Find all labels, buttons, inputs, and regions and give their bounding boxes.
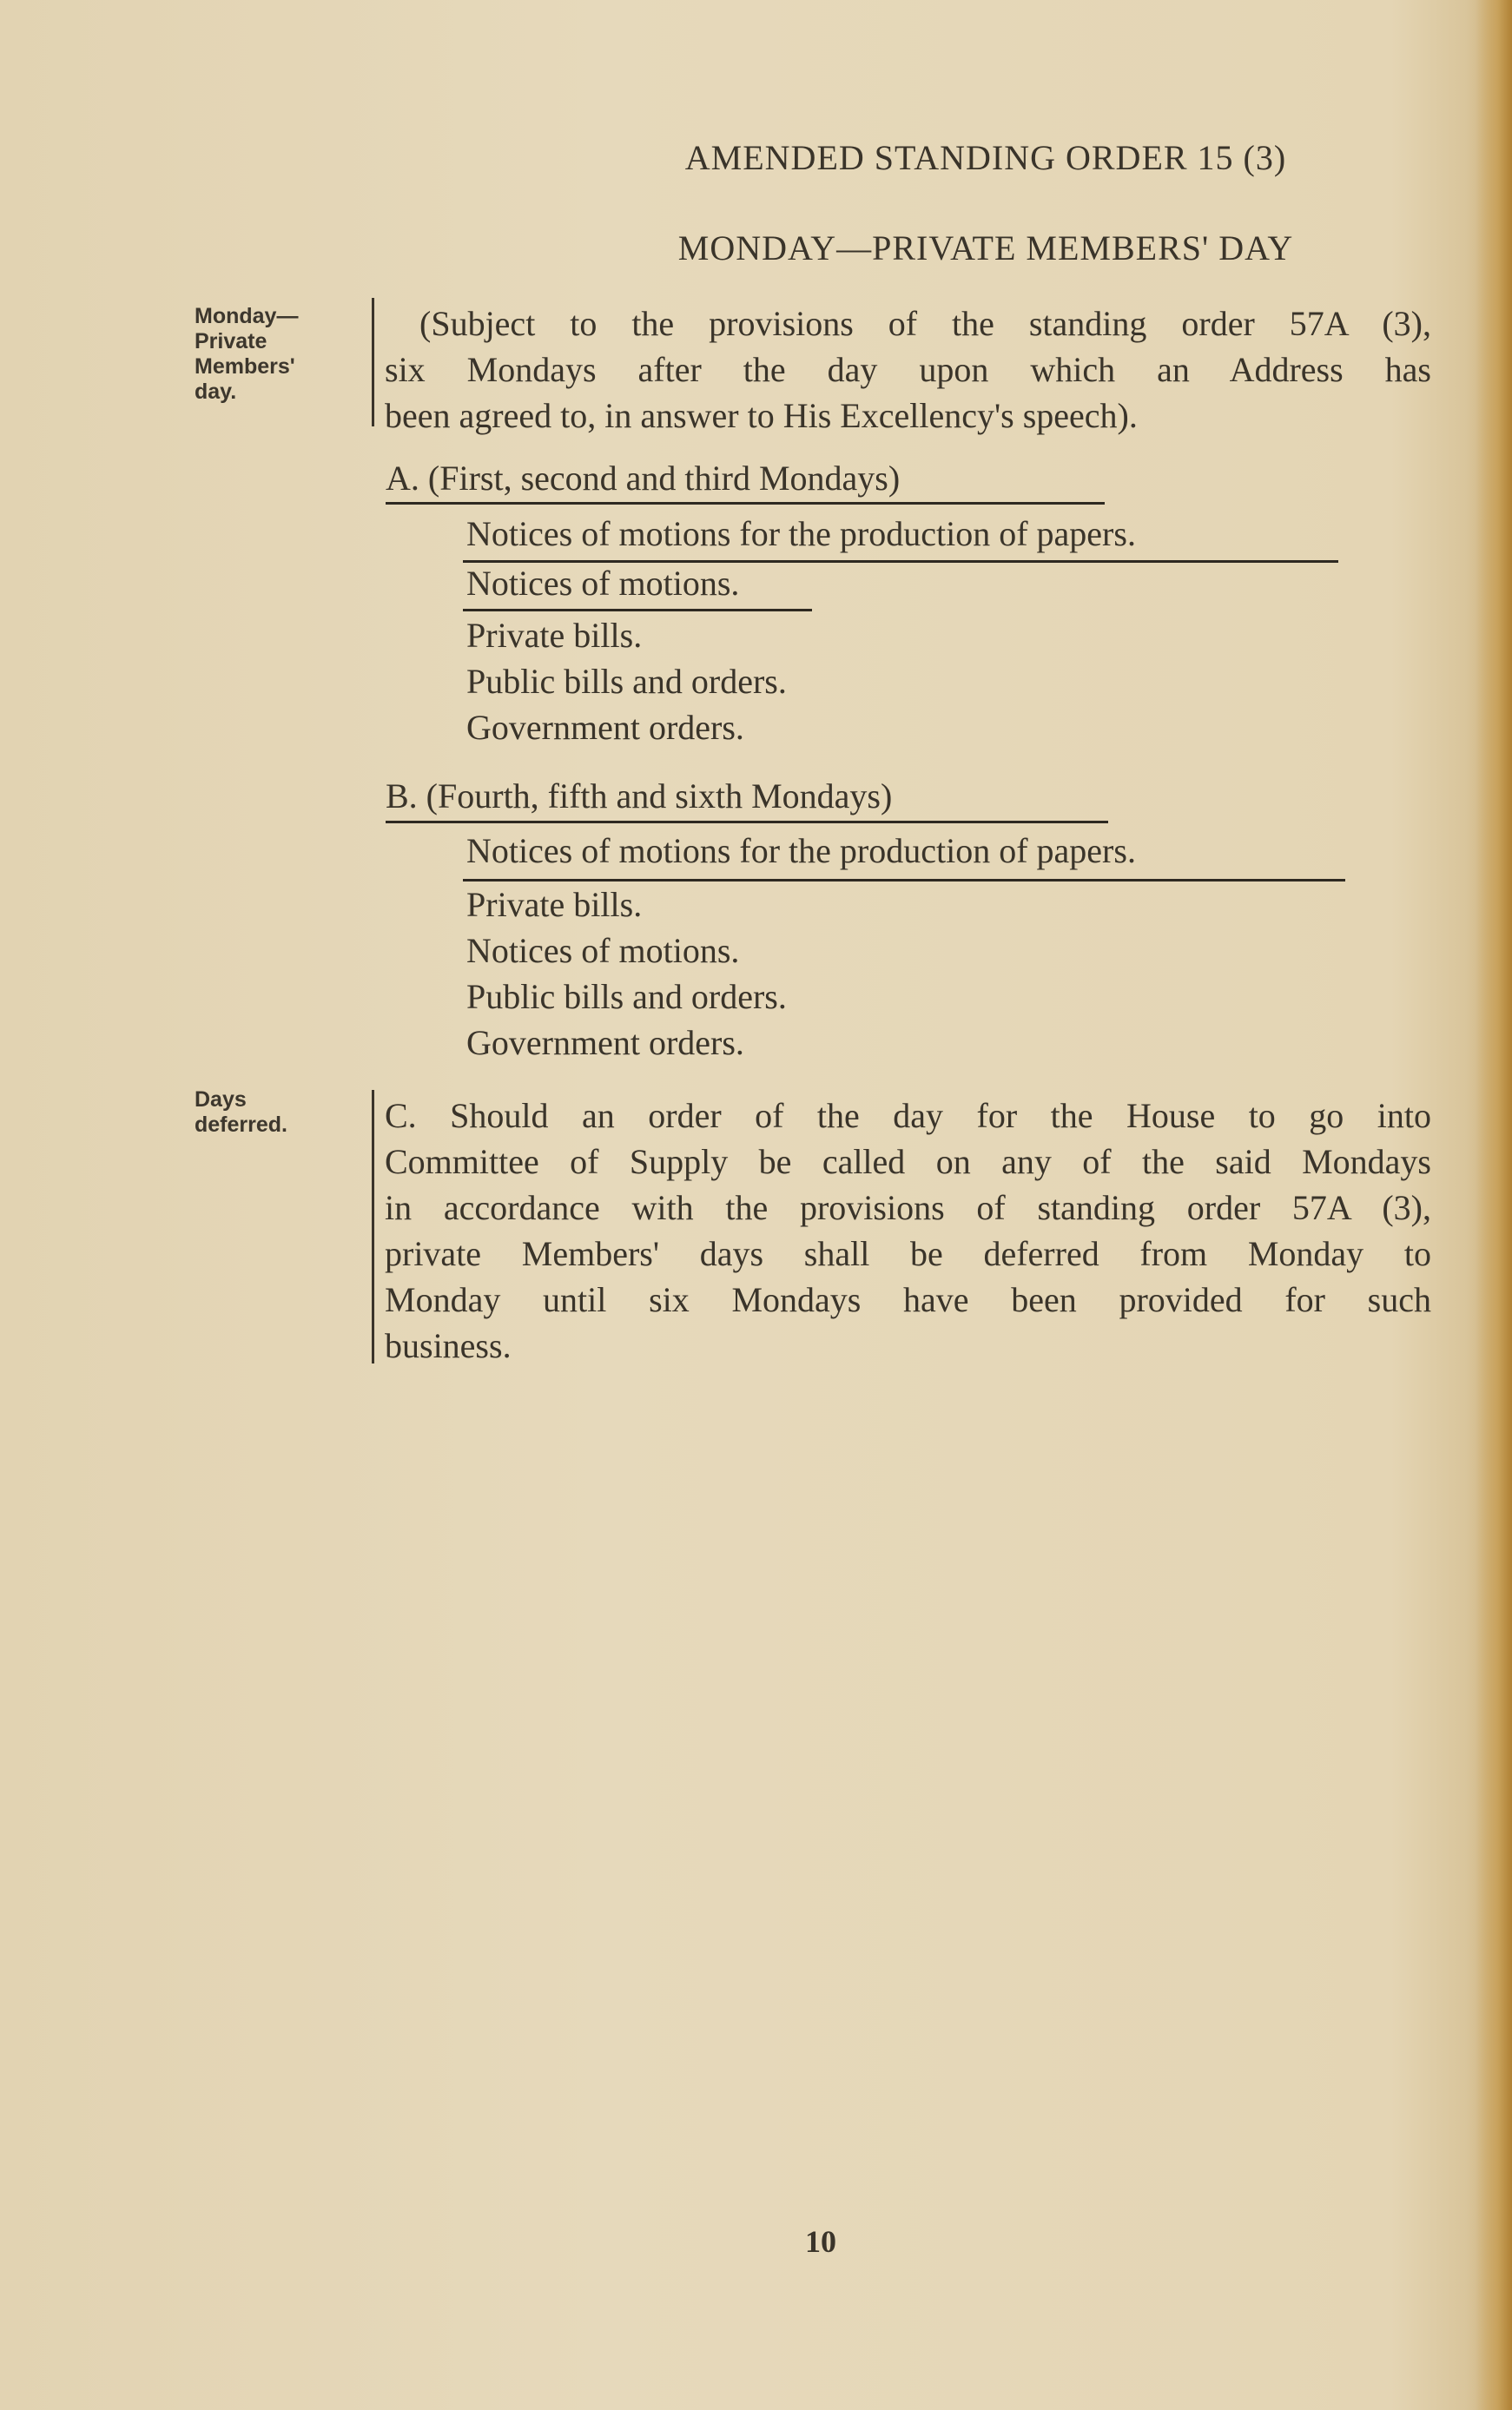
page-number: 10 bbox=[805, 2224, 836, 2259]
section-b-item: Notices of motions. bbox=[466, 931, 740, 970]
section-b-heading: B. (Fourth, fifth and sixth Mondays) bbox=[386, 776, 893, 815]
section-a-item: Public bills and orders. bbox=[466, 662, 787, 701]
margin-note-line: day. bbox=[195, 380, 237, 404]
margin-rule bbox=[372, 298, 374, 426]
section-b-item: Public bills and orders. bbox=[466, 977, 787, 1016]
paragraph-line: private Members' days shall be deferred from Monday to bbox=[385, 1234, 1431, 1273]
margin-note-days-deferred bbox=[195, 1087, 360, 1138]
paragraph-line: been agreed to, in answer to His Excellency's speech). bbox=[385, 396, 1138, 435]
margin-note-line: deferred. bbox=[195, 1113, 287, 1137]
section-b-item: Government orders. bbox=[466, 1023, 744, 1062]
section-a-item: Notices of motions for the production of papers. bbox=[466, 514, 1136, 553]
section-a-heading: A. (First, second and third Mondays) bbox=[386, 459, 901, 498]
book-spine-shadow bbox=[1476, 0, 1512, 2410]
margin-rule bbox=[372, 1090, 374, 1363]
paragraph-line: (Subject to the provisions of the standing order 57A (3), bbox=[419, 304, 1431, 343]
margin-note-line: Members' bbox=[195, 354, 295, 379]
section-title: MONDAY—PRIVATE MEMBERS' DAY bbox=[677, 228, 1294, 267]
section-a-item: Government orders. bbox=[466, 708, 744, 747]
section-a-item: Private bills. bbox=[466, 616, 643, 655]
section-b-item: Notices of motions for the production of papers. bbox=[466, 831, 1136, 870]
underline-rule bbox=[386, 502, 1105, 505]
underline-rule bbox=[386, 821, 1108, 823]
margin-note-line: Monday— bbox=[195, 304, 299, 328]
underline-rule bbox=[463, 609, 812, 611]
intro-paragraph bbox=[385, 300, 1431, 439]
section-a-item: Notices of motions. bbox=[466, 564, 740, 603]
paragraph-line: in accordance with the provisions of standing order 57A (3), bbox=[385, 1188, 1431, 1227]
paragraph-line: Monday until six Mondays have been provided for such bbox=[385, 1280, 1431, 1319]
margin-note-line: Private bbox=[195, 329, 267, 353]
running-title: AMENDED STANDING ORDER 15 (3) bbox=[684, 138, 1287, 177]
section-c-paragraph bbox=[385, 1093, 1431, 1369]
paragraph-line: Committee of Supply be called on any of the said Mondays bbox=[385, 1142, 1431, 1181]
paragraph-line: C. Should an order of the day for the House to go into bbox=[385, 1096, 1431, 1135]
margin-note-private-members-day bbox=[195, 304, 360, 405]
section-b-item: Private bills. bbox=[466, 885, 643, 924]
paragraph-line: business. bbox=[385, 1326, 512, 1365]
paragraph-line: six Mondays after the day upon which an Address has bbox=[385, 350, 1431, 389]
margin-note-line: Days bbox=[195, 1087, 247, 1112]
